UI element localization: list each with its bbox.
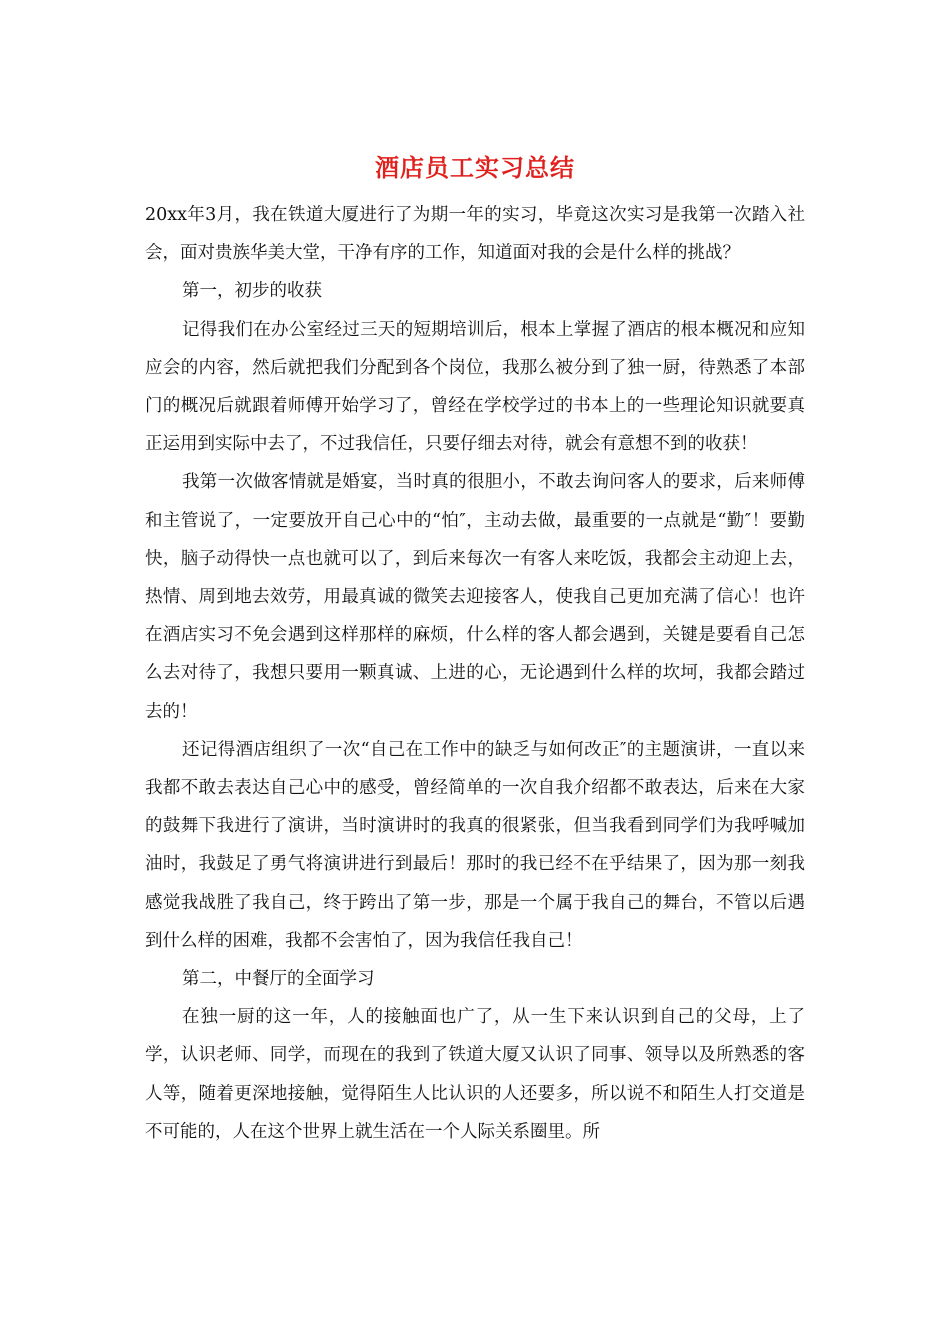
paragraph-contacts: 在独一厨的这一年，人的接触面也广了，从一生下来认识到自己的父母，上了学，认识老师、同学，而现在的我到了铁道大厦又认识了同事、领导以及所熟悉的客人等，随着更深地接触，觉得陌生人比认识的人还要多，所以说不和陌生人打交道是不可能的，人在这个世界上就生活在一个人际关系圈里。所 — [145, 1007, 805, 1142]
section-heading-first: 第一，初步的收获 — [182, 281, 322, 302]
document-body — [145, 196, 805, 1151]
section-heading-second: 第二，中餐厅的全面学习 — [182, 969, 375, 990]
document-title: 酒店员工实习总结 — [375, 153, 575, 182]
paragraph-training: 记得我们在办公室经过三天的短期培训后，根本上掌握了酒店的根本概况和应知应会的内容，然后就把我们分配到各个岗位，我那么被分到了独一厨，待熟悉了本部门的概况后就跟着师傅开始学习了，曾经在学校学过的书本上的一些理论知识就要真正运用到实际中去了，不过我信任，只要仔细去对待，就会有意想不到的收获！ — [145, 319, 805, 455]
paragraph-wedding-banquet: 我第一次做客情就是婚宴，当时真的很胆小，不敢去询问客人的要求，后来师傅和主管说了，一定要放开自己心中的“怕″，主动去做，最重要的一点就是“勤″！要勤快，脑子动得快一点也就可以了，到后来每次一有客人来吃饭，我都会主动迎上去，热情、周到地去效劳，用最真诚的微笑去迎接客人，使我自己更加充满了信心！也许在酒店实习不免会遇到这样那样的麻烦，什么样的客人都会遇到，关键是要看自己怎么去对待了，我想只要用一颗真诚、上进的心，无论遇到什么样的坎坷，我都会踏过去的！ — [145, 472, 805, 722]
paragraph-speech: 还记得酒店组织了一次“自己在工作中的缺乏与如何改正″的主题演讲，一直以来我都不敢去表达自己心中的感受，曾经简单的一次自我介绍都不敢表达，后来在大家的鼓舞下我进行了演讲，当时演讲时的我真的很紧张，但当我看到同学们为我呼喊加油时，我鼓足了勇气将演讲进行到最后！那时的我已经不在乎结果了，因为那一刻我感觉我战胜了我自己，终于跨出了第一步，那是一个属于我自己的舞台，不管以后遇到什么样的困难，我都不会害怕了，因为我信任我自己！ — [145, 739, 805, 951]
paragraph-intro: 20xx年3月，我在铁道大厦进行了为期一年的实习，毕竟这次实习是我第一次踏入社会，面对贵族华美大堂，干净有序的工作，知道面对我的会是什么样的挑战？ — [145, 205, 805, 264]
